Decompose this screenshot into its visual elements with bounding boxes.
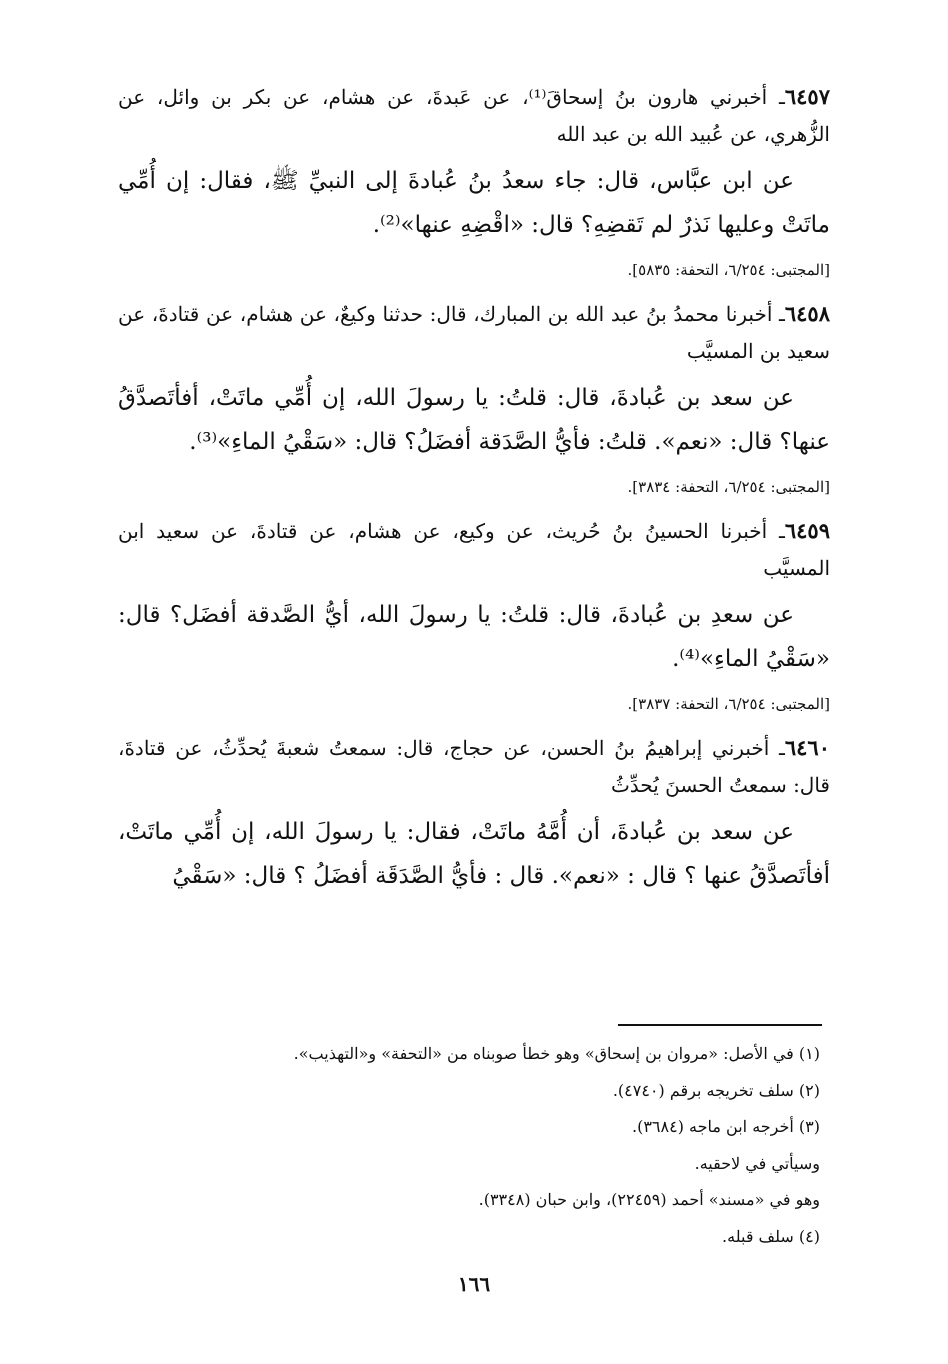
hadith-number: ٦٤٥٧ [784, 84, 830, 109]
hadith-6460 [118, 729, 830, 898]
footnotes [120, 1036, 820, 1255]
page-body [118, 78, 830, 908]
hadith-6459 [118, 512, 830, 717]
hadith-number: ٦٤٥٨ [784, 301, 830, 326]
isnad-text: ـ أخبرني هارون بنُ إسحاقَ⁽¹⁾، عن عَبدةَ، عن هشام، عن بكر بن وائل، عن الزُّهري، عن عُبيد الله بن عبد الله [118, 85, 830, 146]
footnote: (٢) سلف تخريجه برقم (٤٧٤٠). [612, 1080, 820, 1100]
isnad-text: ـ أخبرنا محمدُ بنُ عبد الله بن المبارك، قال: حدثنا وكيعٌ، عن هشام، عن قتادةَ، عن سعيد بن المسيَّب [118, 302, 830, 363]
hadith-6457 [118, 78, 830, 283]
hadith-number: ٦٤٥٩ [784, 518, 830, 543]
hadith-number: ٦٤٦٠ [784, 735, 830, 760]
hadith-isnad [118, 729, 830, 804]
hadith-6458 [118, 295, 830, 500]
hadith-reference: [المجتبى: ٦/٢٥٤، التحفة: ٥٨٣٥]. [627, 261, 830, 279]
footnote: (٤) سلف قبله. [722, 1226, 820, 1246]
isnad-text: ـ أخبرني إبراهيمُ بنُ الحسن، عن حجاج، قال: سمعتُ شعبةَ يُحدِّثُ، عن قتادةَ، قال: سمعتُ الحسنَ يُحدِّثُ [118, 736, 830, 797]
page-number: ١٦٦ [457, 1272, 491, 1296]
isnad-text: ـ أخبرنا الحسينُ بنُ حُريث، عن وكيع، عن هشام، عن قتادةَ، عن سعيد ابن المسيَّب [118, 519, 830, 580]
hadith-isnad [118, 78, 830, 153]
hadith-matn: عن سعدِ بن عُبادةَ، قال: قلتُ: يا رسولَ الله، أيُّ الصَّدقة أفضَل؟ قال: «سَقْيُ الماءِ»⁽⁴⁾. [118, 602, 830, 672]
footnote: (١) في الأصل: «مروان بن إسحاق» وهو خطأ صوبناه من «التحفة» و«التهذيب». [293, 1044, 820, 1063]
hadith-matn: عن ابن عبَّاس، قال: جاء سعدُ بنُ عُبادةَ إلى النبيِّ ﷺ، فقال: إن أُمِّي ماتَتْ وعليها نَذرٌ لم تَقضِهِ؟ قال: «اقْضِهِ عنها»⁽²⁾. [118, 168, 830, 238]
footnote-separator [618, 1024, 822, 1026]
footnote: (٣) أخرجه ابن ماجه (٣٦٨٤). [632, 1117, 820, 1136]
footnote: وسيأتي في لاحقيه. [694, 1153, 820, 1173]
hadith-reference: [المجتبى: ٦/٢٥٤، التحفة: ٣٨٣٧]. [627, 695, 830, 713]
hadith-reference: [المجتبى: ٦/٢٥٤، التحفة: ٣٨٣٤]. [627, 478, 830, 496]
footnote: وهو في «مسند» أحمد (٢٢٤٥٩)، وابن حبان (٣٣٤٨). [478, 1190, 820, 1209]
hadith-matn: عن سعد بن عُبادةَ، قال: قلتُ: يا رسولَ الله، إن أُمِّي ماتَتْ، أفأتَصدَّقُ عنها؟ قال: «نعم». قلتُ: فأيُّ الصَّدَقة أفضَلُ؟ قال: «سَقْيُ الماءِ»⁽³⁾. [118, 385, 830, 455]
hadith-matn: عن سعد بن عُبادةَ، أن أُمَّهُ ماتَتْ، فقال: يا رسولَ الله، إن أُمِّي ماتَتْ، أفأتَصدَّقُ عنها ؟ قال : «نعم». قال : فأيُّ الصَّدَقَة أفضَلُ ؟ قال: «سَقْيُ [118, 819, 830, 889]
hadith-isnad [118, 295, 830, 370]
hadith-isnad [118, 512, 830, 587]
